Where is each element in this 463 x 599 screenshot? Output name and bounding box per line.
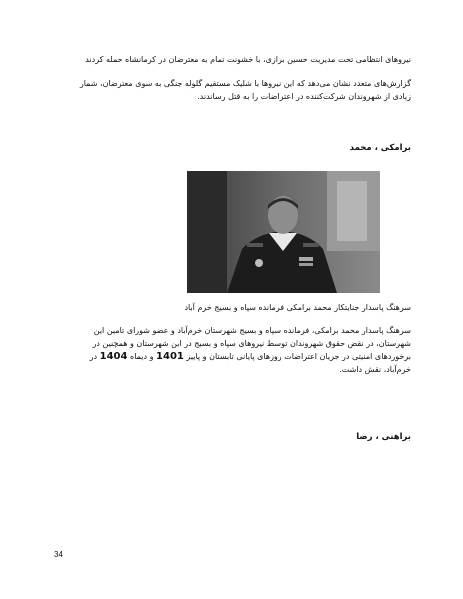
paragraph-line: گزارش‌های متعدد نشان می‌دهد که این نیروها با شلیک مستقیم گلوله جنگی به سوی معترضان، شمار bbox=[79, 79, 411, 88]
year-1404: 1404 bbox=[99, 351, 128, 362]
paragraph-line: شهرستان، در نقض حقوق شهروندان توسط نیروهای سپاه و بسیج در این شهرستان و همچنین در bbox=[92, 339, 411, 348]
portrait-photo bbox=[187, 171, 380, 293]
heading-text: برامکی ، محمد bbox=[349, 143, 411, 153]
section-heading-barahani bbox=[356, 432, 411, 442]
line-part: و دیماه bbox=[130, 352, 154, 361]
paragraph-line: سرهنگ پاسدار محمد برامکی، فرمانده سپاه و بسیج شهرستان خرم‌آباد و عضو شورای تامین این bbox=[93, 326, 411, 335]
paragraph-intro bbox=[51, 53, 411, 66]
section-heading-baramaki bbox=[350, 143, 411, 153]
paragraph-text: نیروهای انتظامی تحت مدیریت حسین برازی، با خشونت تمام به معترضان در کرمانشاه حمله کردند bbox=[85, 55, 411, 64]
caption-text: سرهنگ پاسدار جنایتکار محمد برامکی فرمانده سپاه و بسیج خرم آباد bbox=[184, 303, 411, 312]
line-part: در bbox=[89, 352, 98, 361]
paragraph-line: زیادی از شهروندان شرکت‌کننده در اعتراضات را به قتل رساندند. bbox=[197, 92, 411, 101]
year-1401: 1401 bbox=[156, 351, 184, 362]
paragraph-reports bbox=[41, 77, 411, 103]
photo-caption bbox=[184, 303, 411, 312]
page-number: 34 bbox=[54, 550, 63, 559]
paragraph-line: خرم‌آباد، نقش داشت. bbox=[339, 365, 411, 374]
portrait-image bbox=[187, 171, 380, 293]
line-part: برخوردهای امنیتی در جریان اعتراضات روزهای پایانی تابستان و پاییز bbox=[186, 352, 411, 361]
paragraph-baramaki bbox=[31, 324, 411, 376]
paragraph-line bbox=[31, 350, 411, 363]
heading-text: براهنی ، رضا bbox=[356, 432, 411, 442]
